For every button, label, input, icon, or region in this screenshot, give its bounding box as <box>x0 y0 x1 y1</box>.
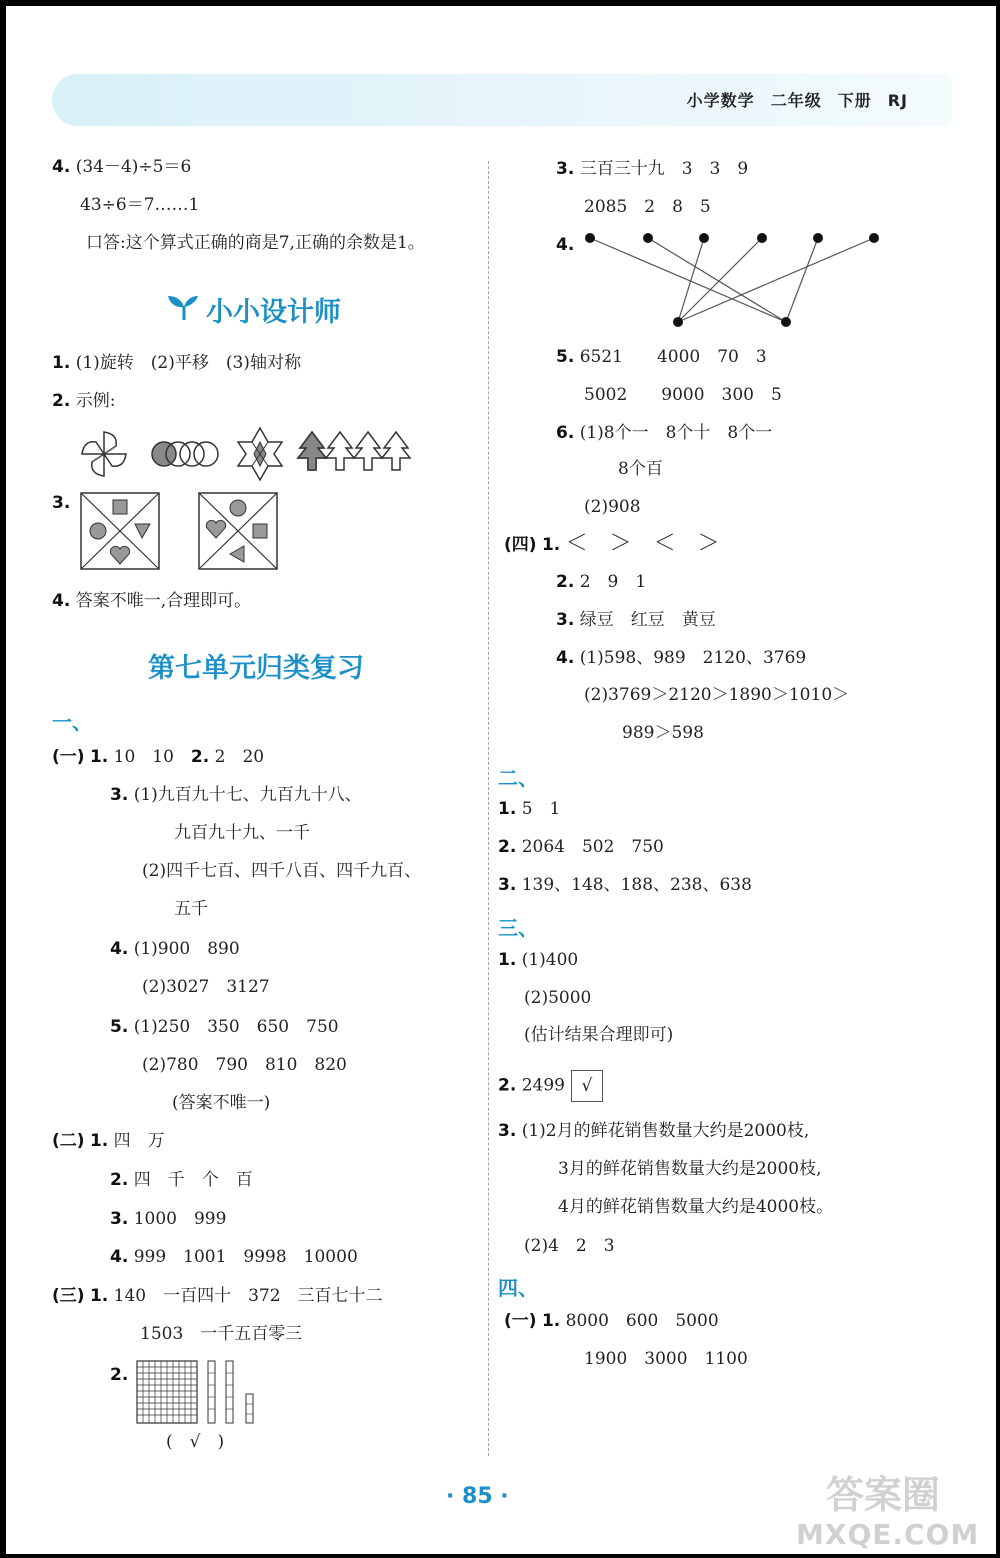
answer-line: (估计结果合理即可) <box>524 1025 674 1045</box>
answer-line: 989＞598 <box>622 723 704 743</box>
answer-line: 3. 绿豆 红豆 黄豆 <box>556 610 716 630</box>
answer-line: 2. 2499 √ <box>498 1070 603 1102</box>
header-grade: 二年级 <box>770 91 822 110</box>
answer-line: (二) 1. 四 万 <box>52 1131 165 1151</box>
answer-line: 8个百 <box>618 459 663 479</box>
watermark-logo: 答案圈 <box>826 1473 941 1517</box>
answer-line: (2)908 <box>584 497 641 517</box>
answer-line: 3. 1000 999 <box>110 1209 227 1229</box>
answer-line: 1503 一千五百零三 <box>140 1324 303 1344</box>
answer-line: (2)四千七百、四千八百、四千九百、 <box>142 861 422 881</box>
answer-line: 1. (1)400 <box>498 950 579 970</box>
answer-line: (四) 1. ＜ ＞ ＜ ＞ <box>504 531 720 556</box>
section-heading: 一、 <box>52 710 92 734</box>
designer-title: 小小设计师 <box>206 297 341 328</box>
answer-line: 5002 9000 300 5 <box>584 385 782 405</box>
answer-line: 3. (1)九百九十七、九百九十八、 <box>110 785 362 805</box>
answer-line: 1. 5 1 <box>498 799 561 819</box>
answer-page <box>6 6 996 1554</box>
answer-line: 5. (1)250 350 650 750 <box>110 1017 339 1037</box>
answer-line: 3. <box>52 493 71 513</box>
answer-line: (2)4 2 3 <box>524 1236 615 1256</box>
answer-line: 2. <box>110 1365 129 1385</box>
watermark-url: MXQE.COM <box>796 1518 980 1551</box>
answer-line: 4. 999 1001 9998 10000 <box>110 1247 358 1267</box>
answer-line: (一) 1. 10 10 2. 2 20 <box>52 747 265 767</box>
answer-line: 3. (1)2月的鲜花销售数量大约是2000枝, <box>498 1121 810 1141</box>
pinwheel-icon <box>78 428 130 480</box>
section-heading: 四、 <box>498 1276 538 1300</box>
answer-line: 4. 答案不唯一,合理即可。 <box>52 591 252 611</box>
answer-line: 2. 2064 502 750 <box>498 837 664 857</box>
section-heading: 二、 <box>498 766 538 790</box>
answer-line: 1900 3000 1100 <box>584 1349 748 1369</box>
answer-line: 2. 示例: <box>52 391 116 411</box>
answer-line: 口答:这个算式正确的商是7,正确的余数是1。 <box>86 233 425 253</box>
answer-line: 2. 2 9 1 <box>556 572 647 592</box>
answer-line: 3. 三百三十九 3 3 9 <box>556 159 749 179</box>
sprout-icon <box>166 294 202 322</box>
circles-pattern <box>148 436 220 472</box>
answer-line: 2085 2 8 5 <box>584 197 711 217</box>
star-pattern <box>236 426 284 482</box>
answer-line: 4. (1)598、989 2120、3769 <box>556 648 807 668</box>
answer-line: (2)780 790 810 820 <box>142 1055 347 1075</box>
answer-line: 6. (1)8个一 8个十 8个一 <box>556 423 773 443</box>
matching-diagram <box>582 230 882 330</box>
answer-line: 5. 6521 4000 70 3 <box>556 347 767 367</box>
answer-line: 九百九十九、一千 <box>174 823 310 843</box>
answer-line: 4. (1)900 890 <box>110 939 240 959</box>
answer-line: (2)5000 <box>524 988 592 1008</box>
answer-line: (2)3027 3127 <box>142 977 270 997</box>
answer-line: 4. (34－4)÷5＝6 <box>52 157 192 177</box>
answer-line: (答案不唯一) <box>172 1093 271 1113</box>
answer-line: 3. 139、148、188、238、638 <box>498 875 752 895</box>
header-subject: 小学数学 <box>686 91 755 110</box>
trees-pattern <box>298 430 408 474</box>
answer-line: 3月的鲜花销售数量大约是2000枝, <box>558 1159 822 1179</box>
answer-line: (三) 1. 140 一百四十 372 三百七十二 <box>52 1286 383 1306</box>
unit-title: 第七单元归类复习 <box>148 653 364 684</box>
header-volume: 下册 <box>837 91 872 110</box>
page-number: · 85 · <box>446 1484 509 1509</box>
answer-line: (2)3769＞2120＞1890＞1010＞ <box>584 685 850 705</box>
answer-line: 五千 <box>174 899 208 919</box>
check-box: √ <box>571 1070 603 1102</box>
answer-line: 4. <box>556 235 575 255</box>
column-divider <box>488 161 489 1456</box>
square-pattern-1 <box>80 492 160 570</box>
square-pattern-2 <box>198 492 278 570</box>
answer-line: (一) 1. 8000 600 5000 <box>504 1311 719 1331</box>
header-info <box>671 88 908 111</box>
header-edition: RJ <box>887 91 908 110</box>
answer-line: 43÷6＝7……1 <box>80 195 200 215</box>
answer-line: 4月的鲜花销售数量大约是4000枝。 <box>558 1197 834 1217</box>
answer-line: 1. (1)旋转 (2)平移 (3)轴对称 <box>52 353 301 373</box>
hundred-block-diagram <box>136 1360 266 1424</box>
section-heading: 三、 <box>498 916 538 940</box>
answer-line: ( √ ) <box>166 1432 225 1452</box>
answer-line: 2. 四 千 个 百 <box>110 1170 253 1190</box>
